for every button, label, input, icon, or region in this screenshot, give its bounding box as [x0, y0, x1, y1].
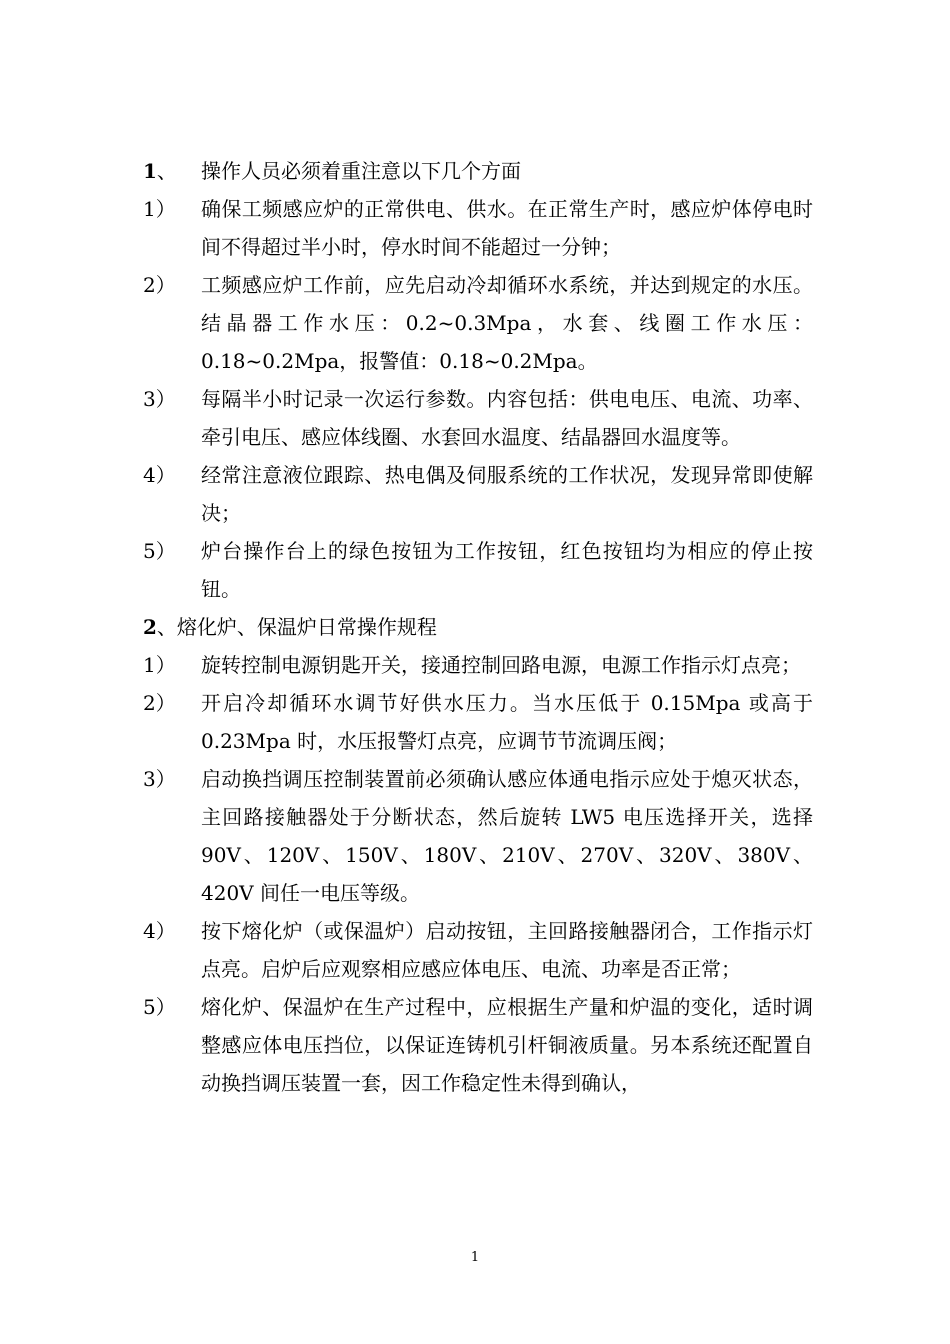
list-item-label: 3）: [143, 387, 176, 411]
list-item-label: 2）: [143, 691, 176, 715]
list-item: [143, 988, 813, 1102]
section-1-heading: [143, 152, 813, 190]
document-content: [143, 152, 813, 1102]
list-item-label: 5）: [143, 995, 176, 1019]
list-item-label: 1）: [143, 653, 176, 677]
list-item: [143, 380, 813, 456]
list-item: [143, 760, 813, 912]
list-item: [143, 456, 813, 532]
list-item-text: 确保工频感应炉的正常供电、供水。在正常生产时，感应炉体停电时间不得超过半小时，停水时间不能超过一分钟；: [201, 197, 813, 259]
list-item-label: 3）: [143, 767, 176, 791]
section-2-number: 2: [143, 615, 157, 639]
list-item: [143, 266, 813, 380]
list-item-text: 旋转控制电源钥匙开关，接通控制回路电源，电源工作指示灯点亮；: [201, 653, 801, 677]
list-item-text: 每隔半小时记录一次运行参数。内容包括：供电电压、电流、功率、牵引电压、感应体线圈、水套回水温度、结晶器回水温度等。: [201, 387, 813, 449]
section-2-heading: [143, 608, 813, 646]
list-item: [143, 684, 813, 760]
list-item: [143, 190, 813, 266]
list-item-label: 1）: [143, 197, 176, 221]
list-item-text: 启动换挡调压控制装置前必须确认感应体通电指示应处于熄灭状态，主回路接触器处于分断状态，然后旋转 LW5 电压选择开关，选择 90V、120V、150V、180V、210V、270V、320V、380V、420V 间任一电压等级。: [201, 767, 813, 905]
section-1-title: 操作人员必须着重注意以下几个方面: [201, 159, 521, 183]
list-item-label: 5）: [143, 539, 176, 563]
page-number: 1: [470, 1250, 480, 1265]
list-item-text: 经常注意液位跟踪、热电偶及伺服系统的工作状况，发现异常即使解决；: [201, 463, 813, 525]
list-item-text: 开启冷却循环水调节好供水压力。当水压低于 0.15Mpa 或高于 0.23Mpa 时，水压报警灯点亮，应调节节流调压阀；: [201, 691, 813, 753]
list-item-label: 2）: [143, 273, 176, 297]
section-2-title: 、熔化炉、保温炉日常操作规程: [156, 615, 437, 639]
list-item-label: 4）: [143, 919, 176, 943]
list-item: [143, 912, 813, 988]
list-item-text: 按下熔化炉（或保温炉）启动按钮，主回路接触器闭合，工作指示灯点亮。启炉后应观察相应感应体电压、电流、功率是否正常；: [201, 919, 813, 981]
list-item: [143, 532, 813, 608]
list-item: [143, 646, 813, 684]
section-1-number: 1、: [143, 159, 177, 183]
list-item-text: 工频感应炉工作前，应先启动冷却循环水系统，并达到规定的水压。结晶器工作水压：0.2~0.3Mpa，水套、线圈工作水压：0.18~0.2Mpa，报警值：0.18~0.2Mpa。: [201, 273, 813, 373]
list-item-text: 炉台操作台上的绿色按钮为工作按钮，红色按钮均为相应的停止按钮。: [201, 539, 813, 601]
list-item-label: 4）: [143, 463, 176, 487]
list-item-text: 熔化炉、保温炉在生产过程中，应根据生产量和炉温的变化，适时调整感应体电压挡位，以保证连铸机引杆铜液质量。另本系统还配置自动换挡调压装置一套，因工作稳定性未得到确认，: [201, 995, 813, 1095]
